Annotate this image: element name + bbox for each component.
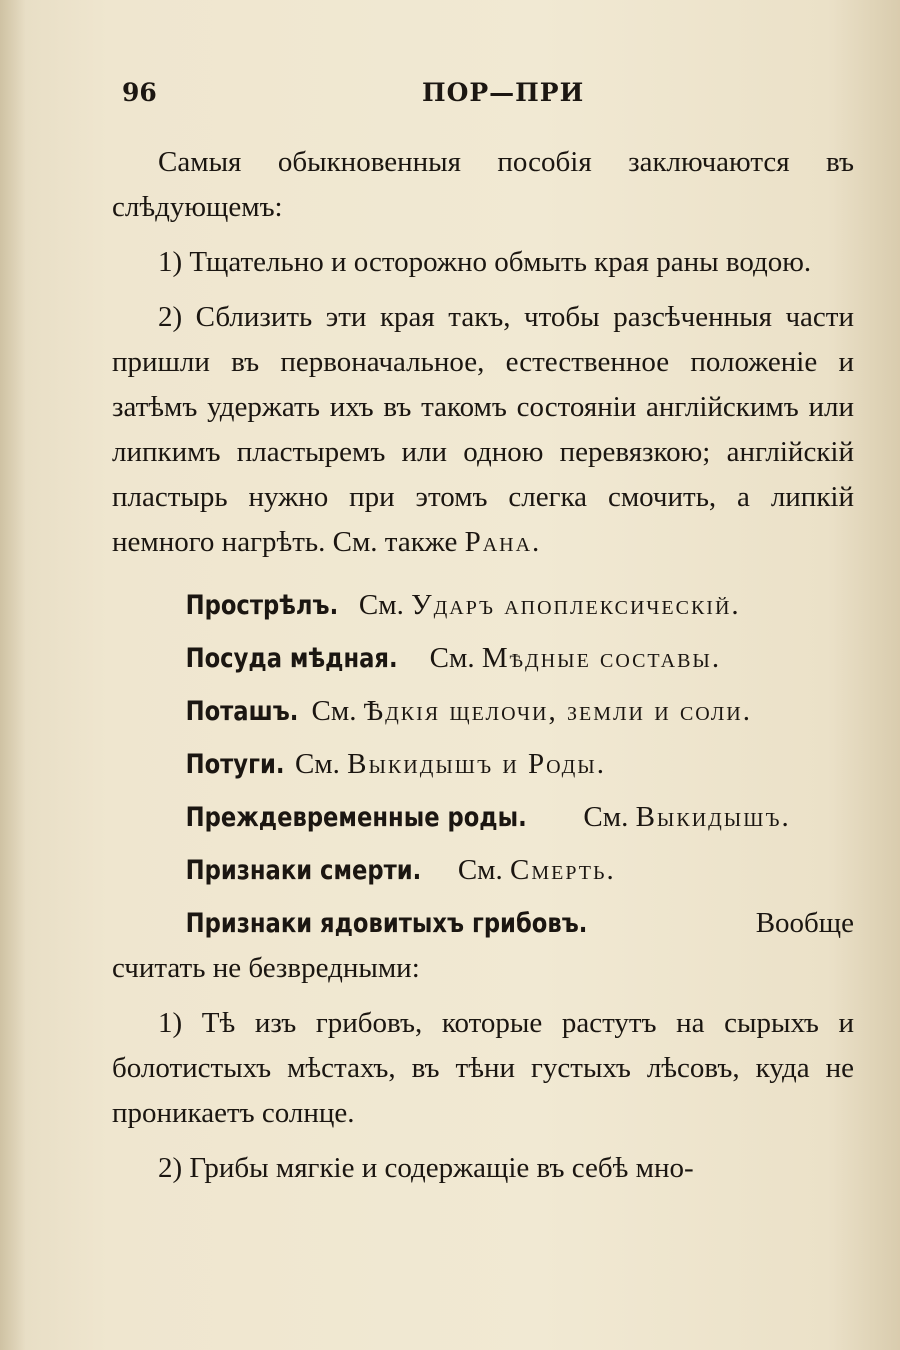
entry-term: Прострѣлъ. xyxy=(185,590,339,621)
entry-reference: Ударъ апоплексическій. xyxy=(411,589,741,621)
see-label: См. xyxy=(429,642,475,674)
list-item-1: 1) Тщательно и осторожно обмыть края раны водою. xyxy=(158,246,812,278)
entry-reference: Мѣдные составы. xyxy=(481,642,722,674)
entry-posuda xyxy=(112,636,854,681)
entry-potash xyxy=(112,689,854,734)
entry-term: Посуда мѣдная. xyxy=(185,643,398,674)
see-label: См. xyxy=(294,748,340,780)
entry-term: Преждевременные роды. xyxy=(185,802,527,833)
entry-reference: Смерть. xyxy=(510,854,616,886)
entry-term: Признаки смерти. xyxy=(185,855,422,886)
list-item-2 xyxy=(112,295,854,565)
page-header xyxy=(122,78,842,112)
entry-term: Потуги. xyxy=(185,749,285,780)
entry-reference: Выкидышъ и Роды. xyxy=(347,748,606,780)
entry-mushrooms xyxy=(112,901,854,991)
entry-term: Поташъ. xyxy=(185,696,299,727)
mushroom-item-1: 1) Тѣ изъ грибовъ, которые растутъ на сырыхъ и болотистыхъ мѣстахъ, въ тѣни густыхъ лѣсовъ, куда не проникаетъ солнце. xyxy=(112,1007,854,1129)
entry-prezhdevremennye xyxy=(112,795,854,840)
running-head: ПОР—ПРИ xyxy=(422,78,585,107)
list-item-2-text: 2) Сблизить эти края такъ, чтобы разсѣченныя части пришли въ первоначальное, естественное положеніе и затѣмъ удержать ихъ въ такомъ состояніи англійскимъ или липкимъ пластыремъ или одною перевязкою; англійскій пластырь нужно при этомъ слегка смочить, а липкій немного нагрѣть. См. также xyxy=(112,301,854,558)
entry-reference: Выкидышъ. xyxy=(635,801,791,833)
entry-reference: Ѣдкія щелочи, земли и соли. xyxy=(363,695,752,727)
page-number: 96 xyxy=(122,78,157,107)
entry-priznaki-smerti xyxy=(112,848,854,893)
entry-prostrel xyxy=(112,583,854,628)
entry-term: Признаки ядовитыхъ грибовъ. xyxy=(185,908,588,939)
see-label: См. xyxy=(358,589,404,621)
mushroom-item-2: 2) Грибы мягкіе и содержащіе въ себѣ мно- xyxy=(158,1152,694,1184)
entry-text: Вообще считать не безвредными: xyxy=(112,907,854,984)
see-label: См. xyxy=(311,695,357,727)
intro-paragraph: Самыя обыкновенныя пособія заключаются въ слѣдующемъ: xyxy=(112,146,854,223)
see-label: См. xyxy=(583,801,629,833)
see-label: См. xyxy=(457,854,503,886)
entry-potugi xyxy=(112,742,854,787)
page-gutter-shadow xyxy=(0,0,26,1350)
page-body xyxy=(112,140,854,1191)
cross-reference: Рана. xyxy=(464,526,542,558)
